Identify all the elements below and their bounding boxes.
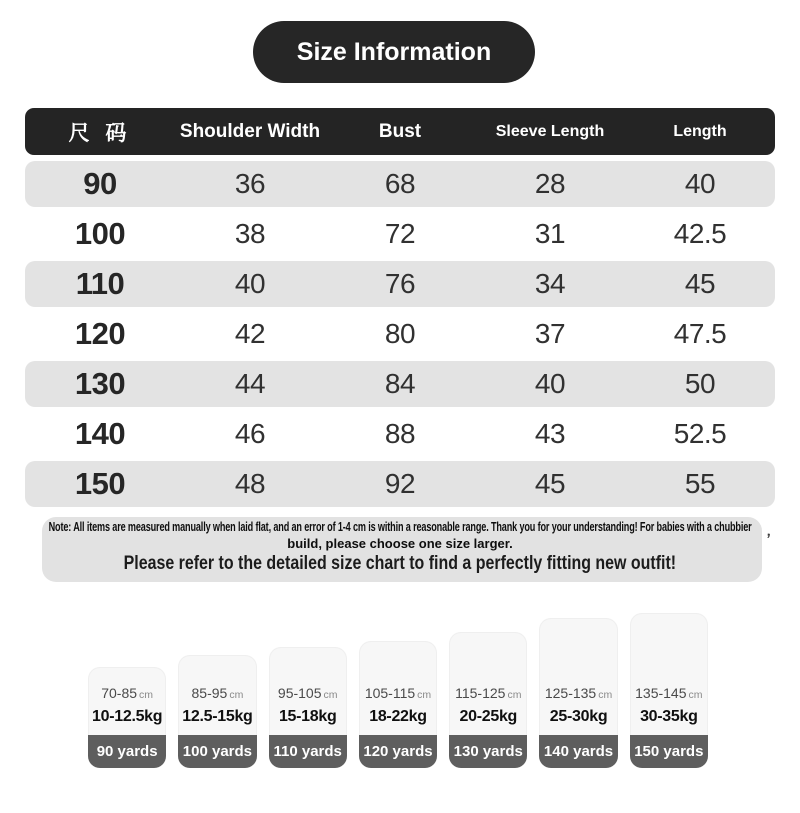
- note-highlight: Please refer to the detailed size chart to find a perfectly fitting new outfit!: [123, 553, 677, 574]
- table-row: [25, 361, 775, 407]
- cell-sleeve-length: 31: [534, 218, 566, 249]
- size-card-footer: 150 yards: [630, 735, 708, 768]
- cell-size: 90: [83, 166, 117, 201]
- size-table-body: [25, 161, 775, 511]
- cell-bust: 80: [384, 318, 416, 349]
- cm-unit: cm: [598, 689, 613, 701]
- cell-bust: 68: [384, 168, 416, 199]
- weight-range: 30-35kg: [640, 708, 698, 725]
- cm-unit: cm: [229, 689, 244, 701]
- height-range: 70-85 cm: [101, 685, 154, 701]
- weight-range: 10-12.5kg: [92, 708, 163, 725]
- cell-sleeve-length: 45: [534, 468, 566, 499]
- size-card-footer: 140 yards: [539, 735, 617, 768]
- height-range: 105-115 cm: [364, 685, 432, 701]
- cell-shoulder-width: 46: [234, 418, 266, 449]
- cell-size: 110: [75, 266, 125, 301]
- cm-unit: cm: [507, 689, 522, 701]
- size-card: [269, 647, 347, 768]
- size-table-header: [25, 108, 775, 155]
- weight-range: 20-25kg: [459, 708, 518, 725]
- cell-length: 45: [684, 268, 716, 299]
- size-card-footer: 90 yards: [88, 735, 166, 768]
- cell-length: 47.5: [673, 318, 727, 349]
- cell-shoulder-width: 48: [234, 468, 266, 499]
- cell-length: 52.5: [673, 418, 727, 449]
- size-card-footer: 120 yards: [359, 735, 437, 768]
- cm-unit: cm: [139, 689, 154, 701]
- cell-length: 50: [684, 368, 716, 399]
- table-row: [25, 211, 775, 257]
- column-header-bust: Bust: [378, 120, 422, 142]
- cell-length: 42.5: [673, 218, 727, 249]
- cell-shoulder-width: 42: [234, 318, 266, 349]
- cell-bust: 92: [384, 468, 416, 499]
- height-range: 115-125 cm: [455, 685, 522, 701]
- size-cards: [88, 610, 708, 768]
- height-range: 135-145 cm: [635, 685, 703, 701]
- table-row: [25, 411, 775, 457]
- page-title: Size Information: [296, 37, 492, 66]
- cell-size: 130: [74, 366, 126, 401]
- cm-unit: cm: [688, 689, 703, 701]
- cell-sleeve-length: 37: [534, 318, 566, 349]
- cell-shoulder-width: 40: [234, 268, 266, 299]
- cell-length: 40: [684, 168, 716, 199]
- cell-size: 100: [74, 216, 126, 251]
- cell-size: 120: [74, 316, 126, 351]
- weight-range: 15-18kg: [278, 708, 337, 725]
- column-header-shoulder-width: Shoulder Width: [179, 120, 321, 142]
- height-range: 85-95 cm: [191, 685, 244, 701]
- weight-range: 12.5-15kg: [182, 708, 253, 725]
- cell-shoulder-width: 36: [234, 168, 266, 199]
- cell-bust: 88: [384, 418, 416, 449]
- cell-sleeve-length: 40: [534, 368, 566, 399]
- cell-bust: 72: [384, 218, 416, 249]
- cell-bust: 76: [384, 268, 416, 299]
- column-header-length: Length: [673, 122, 727, 140]
- note-text-line2: build, please choose one size larger.: [287, 536, 513, 551]
- size-card: [178, 655, 256, 768]
- size-card: [449, 632, 527, 768]
- cm-unit: cm: [323, 689, 338, 701]
- cell-bust: 84: [384, 368, 416, 399]
- table-row: [25, 311, 775, 357]
- column-header-size: 尺 码: [68, 121, 132, 145]
- size-card: [88, 667, 166, 768]
- size-card: [359, 641, 437, 768]
- size-card-footer: 100 yards: [178, 735, 256, 768]
- note-text-line1: Note: All items are measured manually when laid flat, and an error of 1-4 cm is within a reasonable range. Thank you for your understanding! For babies with a chubbier: [48, 519, 752, 534]
- height-range: 125-135 cm: [544, 685, 613, 701]
- table-row: [25, 461, 775, 507]
- cell-shoulder-width: 44: [234, 368, 266, 399]
- cell-length: 55: [684, 468, 716, 499]
- cell-sleeve-length: 28: [534, 168, 566, 199]
- cell-size: 140: [74, 416, 126, 451]
- size-card: [630, 613, 708, 768]
- table-row: [25, 261, 775, 307]
- cell-sleeve-length: 34: [534, 268, 566, 299]
- cm-unit: cm: [417, 689, 432, 701]
- weight-range: 25-30kg: [549, 708, 608, 725]
- cell-size: 150: [74, 466, 126, 501]
- size-card-footer: 110 yards: [269, 735, 347, 768]
- weight-range: 18-22kg: [369, 708, 427, 725]
- height-range: 95-105 cm: [277, 685, 338, 701]
- size-card: [539, 618, 617, 768]
- column-header-sleeve-length: Sleeve Length: [495, 122, 605, 140]
- size-card-footer: 130 yards: [449, 735, 527, 768]
- quote-mark: ’: [764, 530, 772, 549]
- table-row: [25, 161, 775, 207]
- title-pill: [253, 21, 535, 83]
- cell-shoulder-width: 38: [234, 218, 266, 249]
- cell-sleeve-length: 43: [534, 418, 566, 449]
